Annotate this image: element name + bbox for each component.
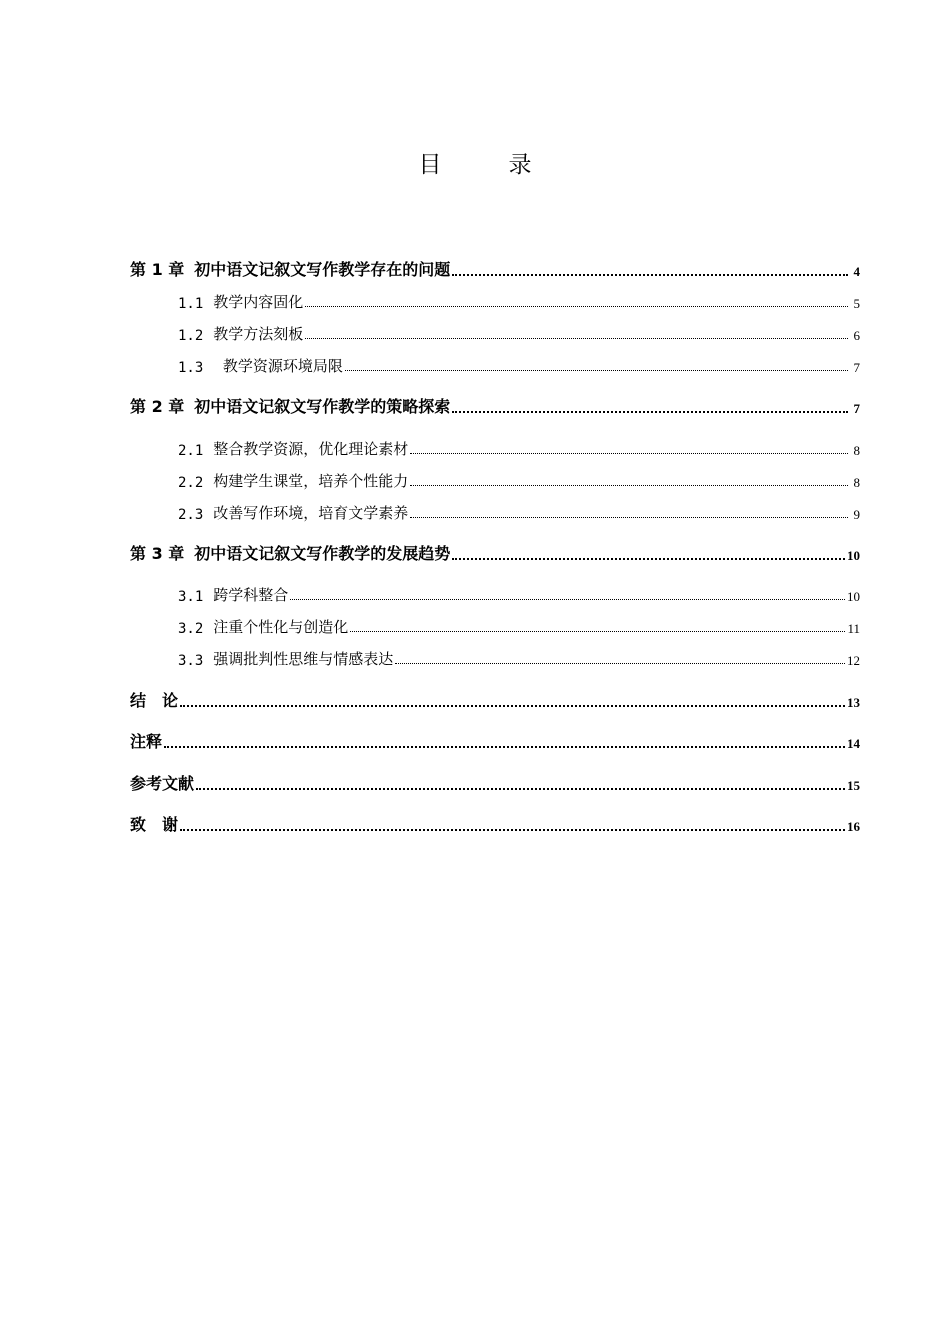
dot-leader	[410, 452, 848, 454]
toc-entry-label: 强调批判性思维与情感表达	[213, 650, 394, 668]
toc-entry-label: 构建学生课堂，培养个性能力	[213, 472, 409, 490]
dot-leader	[350, 630, 845, 632]
toc-entry-label: 注释	[130, 732, 163, 751]
toc-entry-label: 注重个性化与创造化	[213, 618, 349, 636]
dot-leader	[180, 828, 845, 831]
toc-entry-conclusion[interactable]	[130, 689, 860, 711]
toc-entry-label: 教学资源环境局限	[213, 357, 343, 375]
toc-entry-chapter-3[interactable]	[130, 542, 860, 564]
toc-entry-section-1-1[interactable]	[178, 290, 860, 312]
toc-entry-page: 7	[853, 401, 860, 416]
toc-entry-page: 11	[847, 621, 860, 636]
dot-leader	[452, 273, 848, 276]
toc-entry-section-1-3[interactable]	[178, 354, 860, 376]
toc-entry-label: 初中语文记叙文写作教学存在的问题	[194, 260, 451, 279]
toc-entry-page: 14	[847, 736, 860, 751]
toc-entry-label: 参考文献	[130, 774, 195, 793]
dot-leader	[290, 598, 845, 600]
toc-entry-number: 3.2	[178, 621, 204, 637]
dot-leader	[452, 557, 845, 560]
toc-entry-page: 7	[853, 360, 860, 375]
dot-leader	[305, 305, 848, 307]
toc-entry-label: 跨学科整合	[213, 586, 289, 604]
toc-entry-label: 改善写作环境，培育文学素养	[213, 504, 409, 522]
toc-entry-number: 1.3	[178, 360, 204, 376]
toc-entry-page: 12	[847, 653, 860, 668]
toc-entry-page: 6	[853, 328, 860, 343]
toc-entry-number: 1.1	[178, 296, 204, 312]
toc-entry-chapter-2[interactable]	[130, 395, 860, 417]
dot-leader	[395, 662, 845, 664]
toc-entry-acknowledgements[interactable]	[130, 813, 860, 835]
toc-entry-number: 2.1	[178, 443, 204, 459]
toc-entry-section-2-3[interactable]	[178, 501, 860, 523]
toc-entry-label: 整合教学资源，优化理论素材	[213, 440, 409, 458]
toc-entry-label: 结 论	[130, 691, 179, 710]
toc-entry-number: 1.2	[178, 328, 204, 344]
toc-entry-label: 初中语文记叙文写作教学的发展趋势	[194, 544, 451, 563]
toc-entry-number: 3.1	[178, 589, 204, 605]
dot-leader	[180, 704, 845, 707]
toc-entry-section-2-1[interactable]	[178, 437, 860, 459]
toc-entry-references[interactable]	[130, 772, 860, 794]
toc-entry-label: 初中语文记叙文写作教学的策略探索	[194, 397, 451, 416]
toc-entry-label: 致 谢	[130, 815, 179, 834]
dot-leader	[410, 484, 848, 486]
toc-entry-section-3-1[interactable]	[178, 583, 860, 605]
toc-entry-page: 8	[853, 475, 860, 490]
toc-entry-number: 第 2 章	[130, 397, 185, 416]
dot-leader	[452, 410, 848, 413]
toc-entry-number: 第 1 章	[130, 260, 185, 279]
toc-entry-number: 2.2	[178, 475, 204, 491]
toc-entry-page: 16	[847, 819, 860, 834]
dot-leader	[410, 516, 848, 518]
toc-entry-section-2-2[interactable]	[178, 469, 860, 491]
toc-entry-section-3-3[interactable]	[178, 647, 860, 669]
dot-leader	[196, 787, 845, 790]
toc-entry-notes[interactable]	[130, 730, 860, 752]
toc-entry-label: 教学方法刻板	[213, 325, 304, 343]
toc-entry-page: 8	[853, 443, 860, 458]
toc-entry-chapter-1[interactable]	[130, 258, 860, 280]
toc-entry-section-3-2[interactable]	[178, 615, 860, 637]
toc-entry-number: 3.3	[178, 653, 204, 669]
dot-leader	[164, 745, 845, 748]
dot-leader	[305, 337, 848, 339]
toc-entry-page: 4	[853, 264, 860, 279]
toc-title: 目 录	[418, 152, 554, 178]
toc-entry-section-1-2[interactable]	[178, 322, 860, 344]
toc-entry-page: 13	[847, 695, 860, 710]
toc-entry-page: 10	[847, 589, 860, 604]
toc-entry-number: 第 3 章	[130, 544, 185, 563]
toc-entry-page: 5	[853, 296, 860, 311]
dot-leader	[345, 369, 848, 371]
toc-entry-page: 15	[847, 778, 860, 793]
toc-entry-number: 2.3	[178, 507, 204, 523]
toc-entry-label: 教学内容固化	[213, 293, 304, 311]
toc-entry-page: 10	[847, 548, 860, 563]
toc-entry-page: 9	[853, 507, 860, 522]
